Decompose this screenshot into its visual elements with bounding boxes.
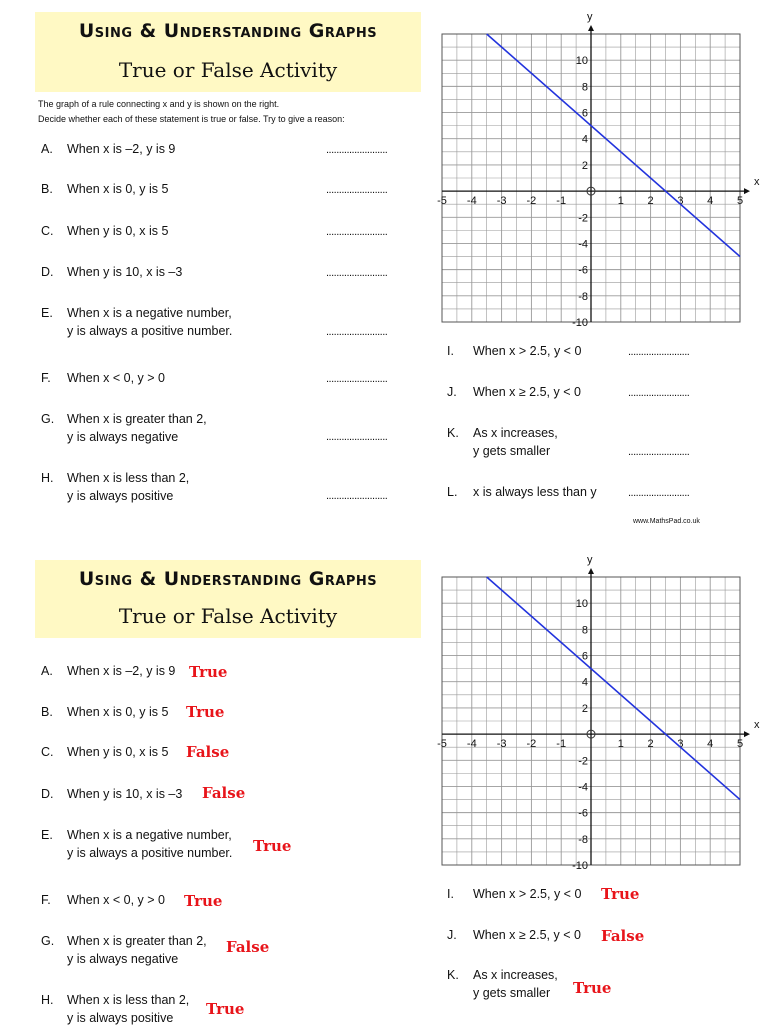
answer-k: True	[573, 979, 612, 997]
worksheet-subtitle: True or False Activity	[118, 604, 338, 628]
title-banner	[35, 560, 421, 638]
question-h	[41, 469, 321, 509]
answer-c: False	[186, 743, 230, 761]
instruction-line-1: The graph of a rule connecting x and y is shown on the right.	[38, 99, 280, 109]
question-d	[41, 263, 321, 303]
answer-blank[interactable]: ........................	[326, 226, 388, 238]
answer-blank[interactable]: ........................	[628, 346, 690, 358]
question-text: When x is –2, y is 9	[67, 142, 176, 156]
question-text: When x is a negative number, y is always a positive number.	[67, 828, 233, 860]
question-text: When x < 0, y > 0	[67, 371, 165, 385]
x-tick-label: -4	[466, 738, 477, 751]
y-axis-label: y	[587, 11, 593, 23]
question-text: When x is greater than 2, y is always negative	[67, 934, 207, 966]
question-text: When x is –2, y is 9	[67, 664, 176, 678]
question-text: When x is less than 2, y is always positive	[67, 993, 190, 1025]
answer-e: True	[253, 837, 292, 855]
question-b	[41, 703, 191, 723]
question-letter: G.	[41, 934, 55, 948]
instruction-line-2: Decide whether each of these statement is true or false. Try to give a reason:	[38, 114, 345, 124]
question-text: When x is less than 2, y is always positive	[67, 471, 190, 503]
question-k	[447, 966, 587, 1006]
question-letter: C.	[41, 224, 54, 238]
answer-blank[interactable]: ........................	[628, 487, 690, 499]
x-axis-arrow	[744, 188, 750, 194]
answer-blank[interactable]: ........................	[326, 144, 388, 156]
x-tick-label: 4	[707, 738, 714, 751]
question-letter: B.	[41, 705, 53, 719]
question-letter: B.	[41, 182, 53, 196]
question-text: When x < 0, y > 0	[67, 893, 165, 907]
x-tick-label: -3	[496, 195, 507, 208]
question-letter: H.	[41, 471, 54, 485]
coordinate-graph	[430, 555, 760, 877]
question-letter: D.	[41, 265, 54, 279]
question-f	[41, 369, 321, 409]
answer-blank[interactable]: ........................	[628, 387, 690, 399]
y-axis-arrow	[588, 25, 594, 31]
question-letter: J.	[447, 385, 457, 399]
question-h	[41, 991, 211, 1031]
question-letter: J.	[447, 928, 457, 942]
coordinate-graph	[430, 12, 760, 334]
x-axis-arrow	[744, 731, 750, 737]
x-tick-label: 2	[647, 738, 654, 751]
question-letter: D.	[41, 787, 54, 801]
instructions	[38, 97, 345, 127]
question-text: As x increases, y gets smaller	[473, 968, 558, 1000]
worksheet-subtitle: True or False Activity	[118, 58, 338, 82]
question-text: When x > 2.5, y < 0	[473, 344, 582, 358]
y-tick-label: 8	[581, 81, 588, 94]
question-text: As x increases, y gets smaller	[473, 426, 558, 458]
question-k	[447, 424, 627, 464]
graph-line	[487, 34, 740, 257]
x-tick-label: -1	[556, 738, 567, 751]
question-letter: F.	[41, 371, 51, 385]
question-g	[41, 932, 231, 972]
question-text: When x is a negative number, y is always a positive number.	[67, 306, 233, 338]
question-letter: K.	[447, 426, 459, 440]
answer-blank[interactable]: ........................	[628, 446, 690, 458]
x-tick-label: 1	[617, 738, 624, 751]
y-tick-label: -4	[578, 238, 588, 251]
answer-a: True	[189, 663, 228, 681]
question-i	[447, 342, 627, 382]
question-j	[447, 926, 607, 946]
question-text: When x > 2.5, y < 0	[473, 887, 582, 901]
question-letter: C.	[41, 745, 54, 759]
y-tick-label: -2	[578, 212, 588, 225]
y-tick-label: -8	[578, 290, 588, 303]
y-tick-label: 10	[575, 598, 588, 611]
y-tick-label: 4	[581, 133, 588, 146]
y-tick-label: 6	[581, 107, 588, 120]
answer-i: True	[601, 885, 640, 903]
y-tick-label: 4	[581, 676, 588, 689]
answer-blank[interactable]: ........................	[326, 373, 388, 385]
graph-line	[487, 577, 740, 800]
title-banner	[35, 12, 421, 92]
question-e	[41, 826, 261, 866]
worksheet-title: Using & Understanding Graphs	[78, 568, 378, 590]
question-letter: A.	[41, 142, 53, 156]
answer-blank[interactable]: ........................	[326, 267, 388, 279]
answer-blank[interactable]: ........................	[326, 184, 388, 196]
y-tick-label: 8	[581, 624, 588, 637]
website-footer: www.MathsPad.co.uk	[633, 518, 700, 525]
question-j	[447, 383, 627, 423]
question-letter: F.	[41, 893, 51, 907]
question-letter: H.	[41, 993, 54, 1007]
question-text: When y is 0, x is 5	[67, 224, 169, 238]
question-letter: G.	[41, 412, 55, 426]
y-tick-label: -8	[578, 833, 588, 846]
x-axis-label: x	[754, 176, 760, 189]
question-b	[41, 180, 321, 220]
question-a	[41, 140, 321, 180]
y-tick-label: 2	[581, 702, 588, 715]
y-tick-label: 2	[581, 159, 588, 172]
y-tick-label: 6	[581, 650, 588, 663]
question-letter: K.	[447, 968, 459, 982]
question-i	[447, 885, 607, 905]
question-letter: L.	[447, 485, 458, 499]
question-text: When x ≥ 2.5, y < 0	[473, 385, 581, 399]
answer-f: True	[184, 892, 223, 910]
x-tick-label: -5	[437, 195, 447, 208]
x-tick-label: 3	[677, 738, 684, 751]
y-tick-label: -6	[578, 807, 588, 820]
question-g	[41, 410, 321, 450]
answer-blank[interactable]: ........................	[326, 490, 388, 502]
question-text: When x is greater than 2, y is always negative	[67, 412, 207, 444]
x-tick-label: 5	[736, 738, 744, 751]
x-tick-label: 3	[677, 195, 684, 208]
question-text: When x ≥ 2.5, y < 0	[473, 928, 581, 942]
x-tick-label: -3	[496, 738, 507, 751]
y-tick-label: -2	[578, 755, 588, 768]
y-tick-label: 10	[575, 55, 588, 68]
worksheet-answers	[0, 545, 768, 1024]
question-a	[41, 662, 191, 682]
answer-d: False	[202, 784, 246, 802]
x-tick-label: -5	[437, 738, 447, 751]
question-l	[447, 483, 627, 505]
answer-h: True	[206, 1000, 245, 1018]
question-d	[41, 785, 201, 805]
y-axis-arrow	[588, 568, 594, 574]
answer-b: True	[186, 703, 225, 721]
x-tick-label: -4	[466, 195, 477, 208]
x-tick-label: 2	[647, 195, 654, 208]
x-tick-label: -2	[526, 195, 537, 208]
question-e	[41, 304, 321, 344]
y-tick-label: -4	[578, 781, 588, 794]
worksheet-title: Using & Understanding Graphs	[78, 20, 378, 42]
answer-blank[interactable]: ........................	[326, 431, 388, 443]
question-text: x is always less than y	[473, 485, 597, 499]
answer-blank[interactable]: ........................	[326, 326, 388, 338]
question-text: When x is 0, y is 5	[67, 182, 169, 196]
question-c	[41, 743, 191, 763]
question-letter: E.	[41, 306, 53, 320]
question-text: When y is 0, x is 5	[67, 745, 169, 759]
answer-j: False	[601, 927, 645, 945]
y-tick-label: -10	[572, 860, 588, 872]
question-letter: A.	[41, 664, 53, 678]
y-tick-label: -10	[572, 317, 588, 329]
question-letter: I.	[447, 344, 454, 358]
question-c	[41, 222, 321, 262]
x-tick-label: -1	[556, 195, 567, 208]
x-tick-label: 1	[617, 195, 624, 208]
question-text: When y is 10, x is –3	[67, 265, 183, 279]
question-f	[41, 891, 191, 911]
x-tick-label: 5	[736, 195, 744, 208]
x-axis-label: x	[754, 719, 760, 732]
answer-g: False	[226, 938, 270, 956]
question-text: When x is 0, y is 5	[67, 705, 169, 719]
x-tick-label: -2	[526, 738, 537, 751]
y-axis-label: y	[587, 554, 593, 566]
x-tick-label: 4	[707, 195, 714, 208]
question-letter: E.	[41, 828, 53, 842]
question-text: When y is 10, x is –3	[67, 787, 183, 801]
y-tick-label: -6	[578, 264, 588, 277]
question-letter: I.	[447, 887, 454, 901]
